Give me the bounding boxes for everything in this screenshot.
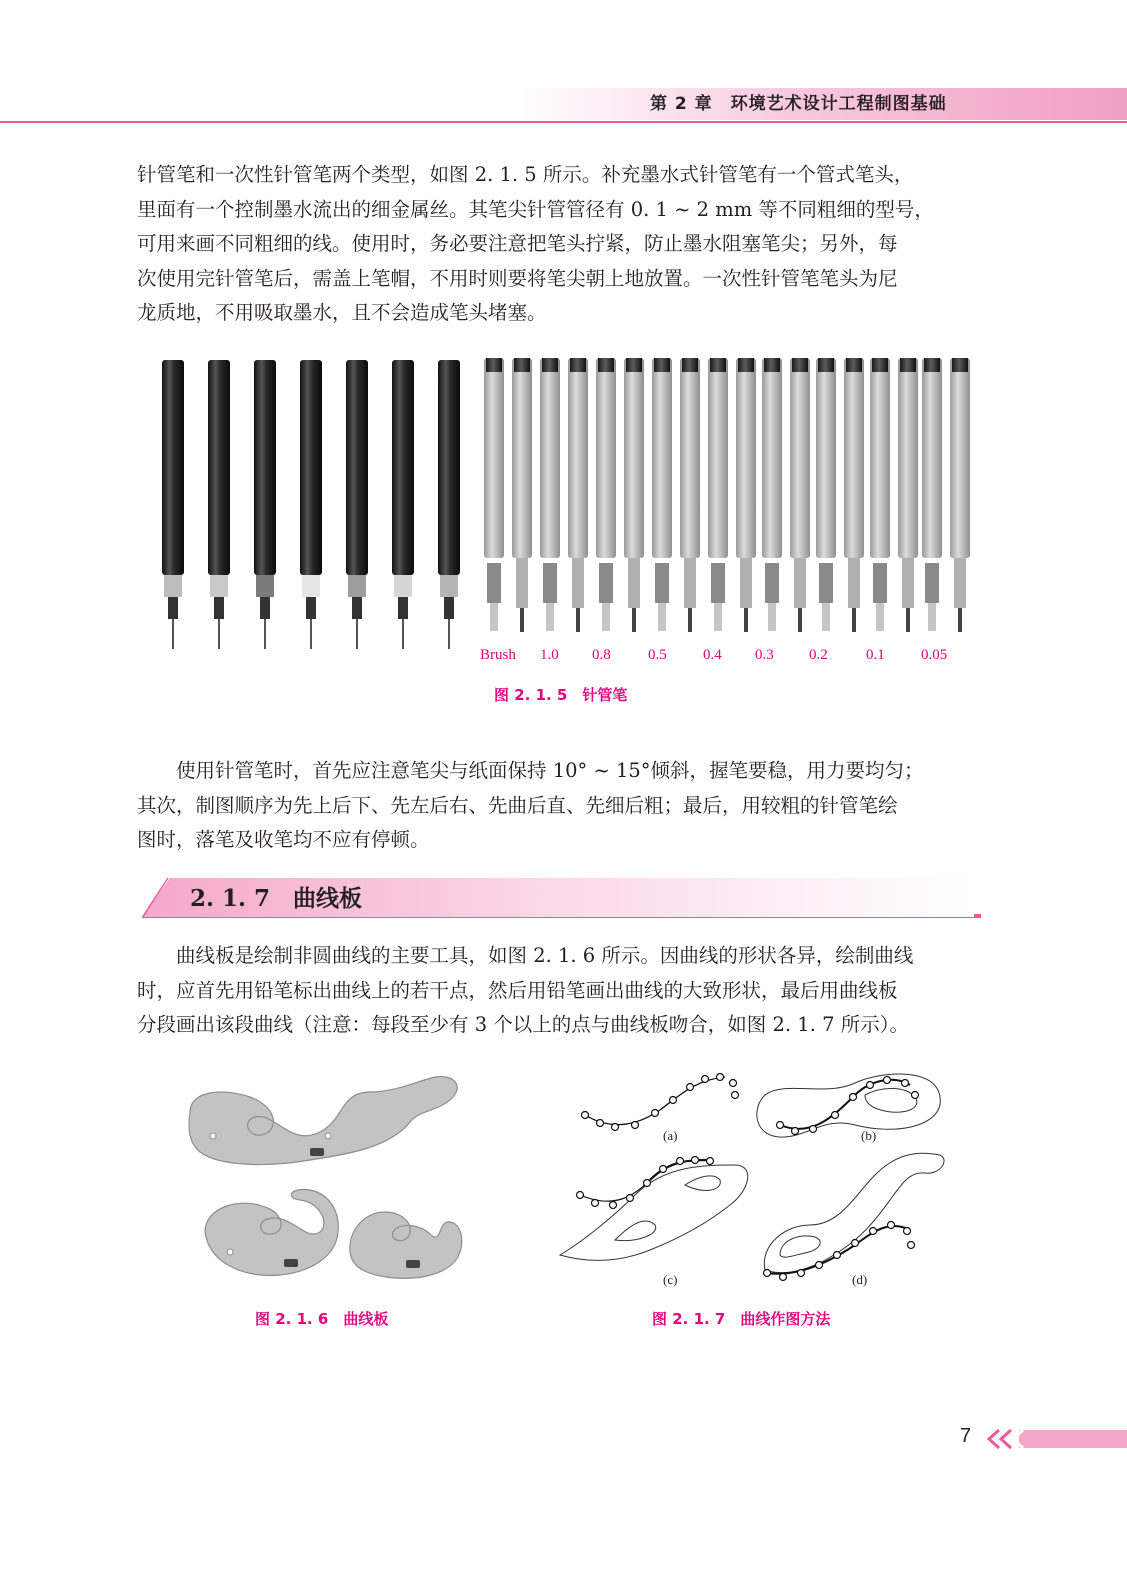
text-line: 其次，制图顺序为先上后下、先左后右、先曲后直、先细后粗；最后，用较粗的针管笔绘 bbox=[137, 793, 898, 817]
panel-label-d: (d) bbox=[852, 1272, 868, 1287]
text-line: 曲线板是绘制非圆曲线的主要工具，如图 2. 1. 6 所示。因曲线的形状各异，绘制曲线 bbox=[137, 944, 914, 967]
panel-label-b: (b) bbox=[861, 1128, 877, 1143]
panel-label-a: (a) bbox=[663, 1128, 678, 1143]
size-label: 0.3 bbox=[755, 647, 774, 663]
header-rule bbox=[0, 121, 1127, 123]
figure-caption: 图 2. 1. 6 曲线板 bbox=[255, 1310, 389, 1328]
size-label: 0.2 bbox=[809, 647, 828, 663]
french-curves-photo bbox=[180, 1072, 470, 1287]
text-line: 龙质地，不用吸取墨水，且不会造成笔头堵塞。 bbox=[137, 301, 547, 324]
size-label-brush: Brush bbox=[480, 647, 516, 663]
section-title: 2. 1. 7 曲线板 bbox=[190, 885, 363, 912]
paragraph-pens-types bbox=[137, 158, 992, 331]
chapter-title: 第 2 章 环境艺术设计工程制图基础 bbox=[650, 94, 947, 114]
figure-caption: 图 2. 1. 7 曲线作图方法 bbox=[652, 1310, 831, 1328]
size-label: 1.0 bbox=[540, 647, 559, 663]
text-line: 里面有一个控制墨水流出的细金属丝。其笔尖针管管径有 0. 1 ~ 2 mm 等不同粗细的型号， bbox=[137, 197, 934, 221]
paragraph-pen-usage bbox=[137, 754, 992, 858]
refill-pens bbox=[162, 360, 460, 649]
figure-caption: 图 2. 1. 5 针管笔 bbox=[494, 686, 628, 704]
text-line: 分段画出该段曲线（注意：每段至少有 3 个以上的点与曲线板吻合，如图 2. 1. 7 所示）。 bbox=[137, 1013, 909, 1036]
paragraph-french-curve bbox=[137, 939, 992, 1043]
curve-drawing-method-diagram bbox=[555, 1065, 950, 1295]
size-label: 0.5 bbox=[648, 647, 667, 663]
text-line: 使用针管笔时，首先应注意笔尖与纸面保持 10° ~ 15°倾斜，握笔要稳，用力要均匀； bbox=[137, 759, 924, 782]
size-label: 0.8 bbox=[592, 647, 611, 663]
size-label: 0.4 bbox=[703, 647, 722, 663]
text-line: 针管笔和一次性针管笔两个类型，如图 2. 1. 5 所示。补充墨水式针管笔有一个管式笔头， bbox=[137, 163, 914, 186]
page-number: 7 bbox=[960, 1425, 972, 1447]
technical-pens-photo bbox=[150, 352, 980, 650]
size-label: 0.1 bbox=[866, 647, 885, 663]
page-number-decoration bbox=[985, 1428, 1127, 1450]
text-line: 次使用完针管笔后，需盖上笔帽，不用时则要将笔尖朝上地放置。一次性针管笔笔头为尼 bbox=[137, 266, 898, 290]
panel-label-c: (c) bbox=[663, 1272, 678, 1287]
text-line: 时，应首先用铅笔标出曲线上的若干点，然后用铅笔画出曲线的大致形状，最后用曲线板 bbox=[137, 978, 898, 1002]
text-line: 图时，落笔及收笔均不应有停顿。 bbox=[137, 828, 430, 851]
disposable-pens bbox=[484, 358, 970, 632]
size-label: 0.05 bbox=[921, 647, 948, 663]
text-line: 可用来画不同粗细的线。使用时，务必要注意把笔头拧紧，防止墨水阻塞笔尖；另外，每 bbox=[137, 232, 898, 255]
